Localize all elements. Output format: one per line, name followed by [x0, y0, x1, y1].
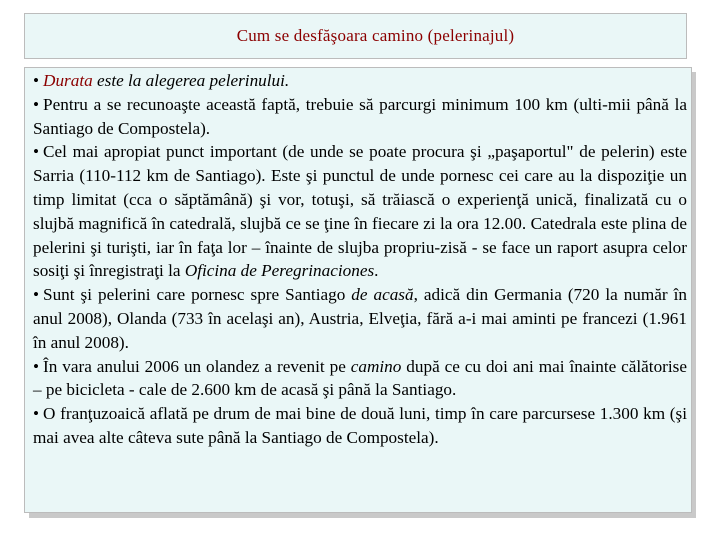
- duration-term: Durata: [43, 71, 93, 90]
- paragraph-recognition: [33, 93, 687, 141]
- content-box-shadow-right: [692, 72, 696, 518]
- paragraph-duration: [33, 69, 687, 93]
- content-box: [24, 67, 692, 513]
- bullet-icon: •: [33, 356, 40, 376]
- bullet-icon: •: [33, 285, 40, 305]
- from-home-text-end: , adică din Germania (720 la număr în anul 2008), Olanda (733 în acelaşi an), Austria, Elveţia, fără a-i mai aminti pe francezi (1.961 în anul 2008).: [33, 285, 687, 352]
- from-home-text: Sunt şi pelerini care pornesc spre Santiago: [43, 285, 352, 305]
- paragraph-sarria: [33, 140, 687, 283]
- bullet-icon: •: [33, 71, 40, 90]
- sarria-text-end: .: [374, 261, 379, 281]
- content-box-shadow-bottom: [29, 513, 696, 518]
- sarria-office-name: Oficina de Peregrinaciones: [184, 261, 375, 281]
- from-home-em: de acasă: [351, 285, 414, 305]
- paragraph-dutchman: [33, 355, 687, 403]
- title-box: [24, 13, 687, 59]
- bullet-icon: •: [33, 94, 40, 114]
- recognition-text: Pentru a se recunoaşte această faptă, trebuie să parcurgi minimum 100 km (ulti-mii până la Santiago de Compostela).: [33, 94, 687, 138]
- dutchman-text: În vara anului 2006 un olandez a revenit pe: [43, 356, 351, 376]
- bullet-icon: •: [33, 142, 40, 162]
- dutchman-text-end: după ce cu doi ani mai înainte călătorise – pe bicicleta - cale de 2.600 km de acasă şi până la Santiago.: [33, 356, 687, 400]
- slide-title: Cum se desfăşoara camino (pelerinajul): [236, 26, 515, 45]
- dutchman-em: camino: [350, 356, 402, 376]
- sarria-text: Cel mai apropiat punct important (de unde se poate procura şi „paşaportul" de pelerin) este Sarria (110-112 km de Santiago). Este şi punctul de unde pornesc cei care au la dispoziţie un timp limitat (cca o săptămână) şi vor, totuşi, să trăiască o experienţă unică, finalizată cu o slujbă magnifică în catedrală, slujbă ce se ţine în fiecare zi la ora 12.00. Catedrala este plina de pelerini şi turişti, iar în faţa lor – înainte de slujba propriu-zisă - se face un raport asupra celor sosiţi şi înregistraţi la: [33, 142, 687, 281]
- frenchwoman-text: O franţuzoaică aflată pe drum de mai bine de două luni, timp în care parcursese 1.300 km (şi mai avea alte câteva sute până la Santiago de Compostela).: [33, 404, 687, 447]
- paragraph-frenchwoman: [33, 402, 687, 450]
- paragraph-from-home: [33, 283, 687, 354]
- bullet-icon: •: [33, 404, 40, 424]
- duration-text: este la alegerea pelerinului.: [92, 71, 290, 90]
